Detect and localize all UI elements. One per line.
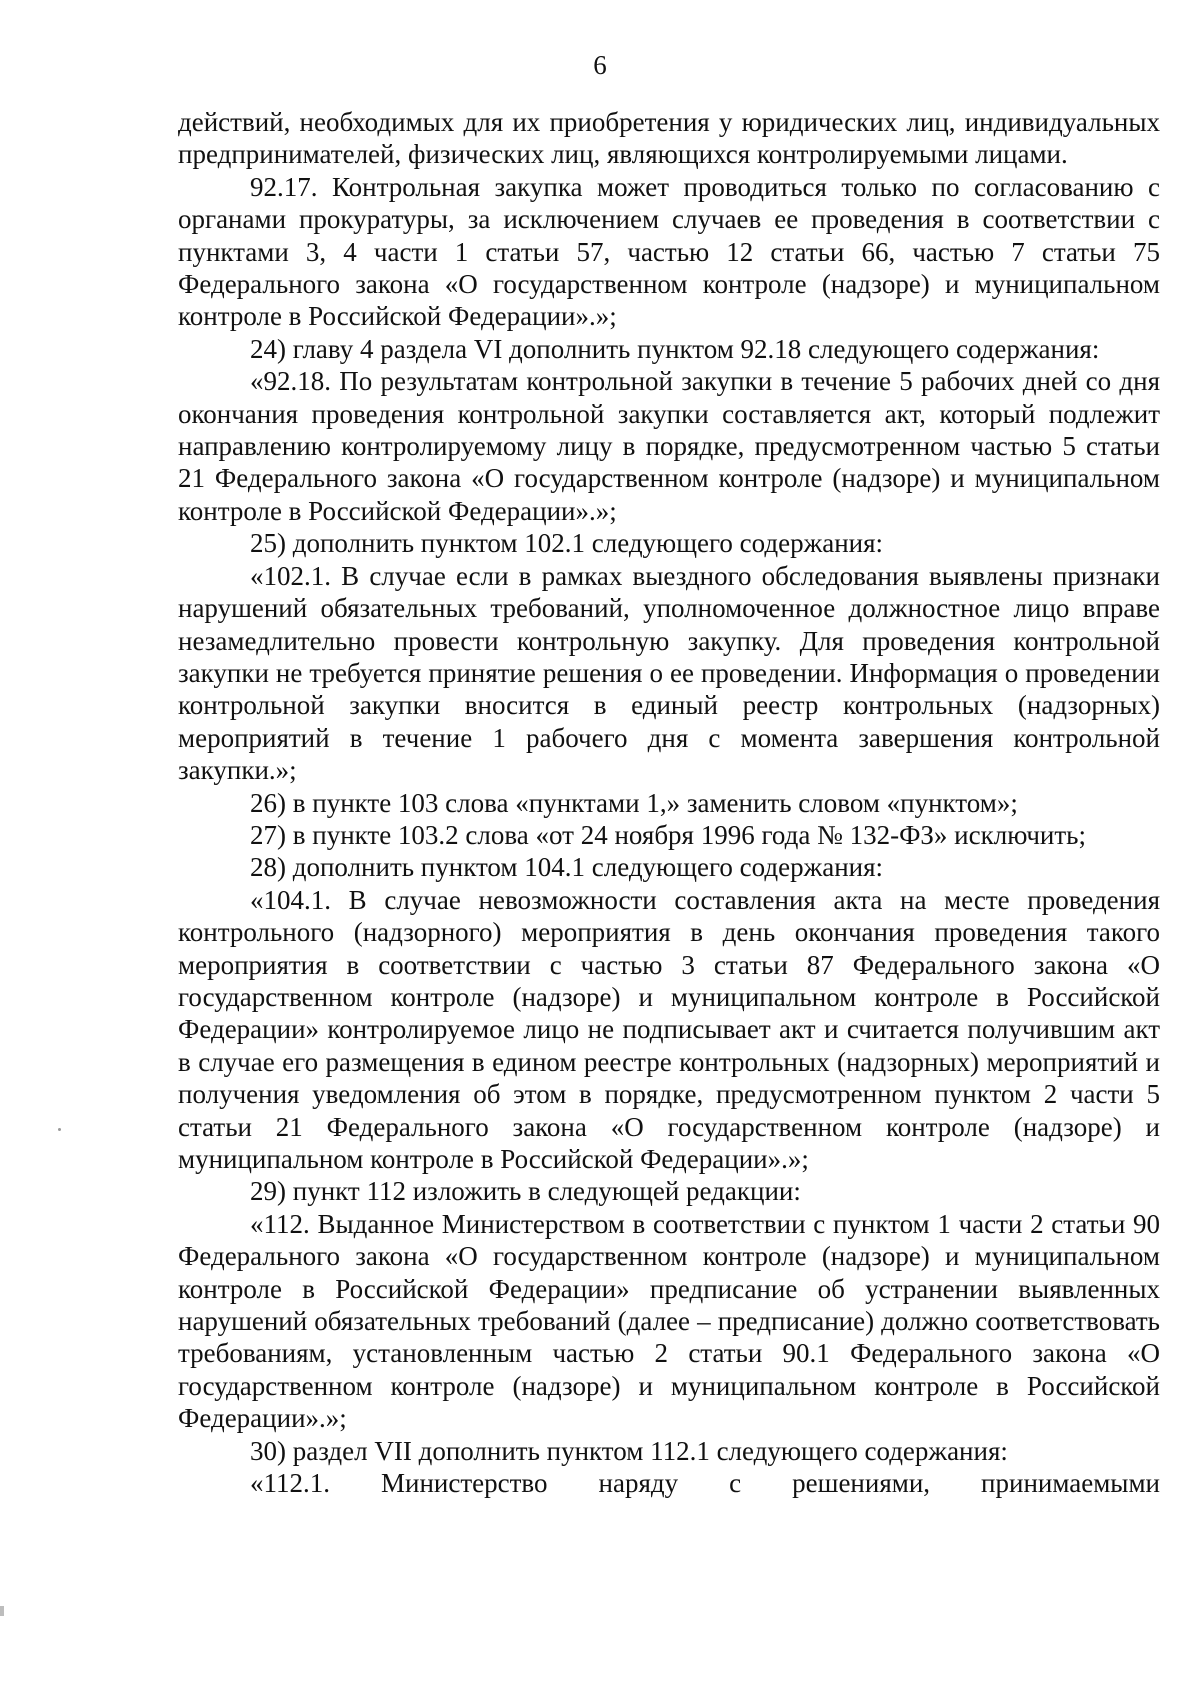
paragraph-112-1: «112.1. Министерство наряду с решениями, принимаемыми bbox=[250, 1468, 1160, 1499]
paragraph-102-1: «102.1. В случае если в рамках выездного обследования выявлены признаки нарушений обязательных требований, уполномоченное должностное лицо вправе незамедлительно провести контрольную закупку. Для проведения контрольной закупки не требуется принятие решения о ее проведении. Информация о проведении контрольной закупки вносится в единый реестр контрольных (надзорных) мероприятий в течение 1 рабочего дня с момента завершения контрольной закупки.»; bbox=[178, 560, 1160, 786]
paragraph-92-18: «92.18. По результатам контрольной закупки в течение 5 рабочих дней со дня окончания проведения контрольной закупки составляется акт, который подлежит направлению контролируемому лицу в порядке, предусмотренном частью 5 статьи 21 Федерального закона «О государственном контроле (надзоре) и муниципальном контроле в Российской Федерации».»; bbox=[178, 366, 1160, 526]
paragraph-104-1: «104.1. В случае невозможности составления акта на месте проведения контрольного (надзорного) мероприятия в день окончания проведения такого мероприятия в соответствии с частью 3 статьи 87 Федерального закона «О государственном контроле (надзоре) и муниципальном контроле в Российской Федерации» контролируемое лицо не подписывает акт и считается получившим акт в случае его размещения в едином реестре контрольных (надзорных) мероприятий и получения уведомления об этом в порядке, предусмотренном пунктом 2 части 5 статьи 21 Федерального закона «О государственном контроле (надзоре) и муниципальном контроле в Российской Федерации».»; bbox=[178, 884, 1160, 1174]
paragraph-92-17: 92.17. Контрольная закупка может проводиться только по согласованию с органами прокуратуры, за исключением случаев ее проведения в соответствии с пунктами 3, 4 части 1 статьи 57, частью 12 статьи 66, частью 7 статьи 75 Федерального закона «О государственном контроле (надзоре) и муниципальном контроле в Российской Федерации».»; bbox=[178, 171, 1160, 332]
paragraph-item-30: 30) раздел VII дополнить пунктом 112.1 следующего содержания: bbox=[250, 1435, 1008, 1466]
page-number: 6 bbox=[593, 50, 607, 80]
paragraph-item-27: 27) в пункте 103.2 слова «от 24 ноября 1996 года № 132-ФЗ» исключить; bbox=[250, 819, 1086, 850]
paragraph-item-28: 28) дополнить пунктом 104.1 следующего содержания: bbox=[250, 852, 884, 883]
paragraph-item-29: 29) пункт 112 изложить в следующей редакции: bbox=[250, 1176, 801, 1207]
paragraph-item-26: 26) в пункте 103 слова «пунктами 1,» заменить словом «пунктом»; bbox=[250, 787, 1018, 818]
paragraph-item-24: 24) главу 4 раздела VI дополнить пунктом 92.18 следующего содержания: bbox=[250, 333, 1100, 364]
document-body bbox=[178, 106, 1160, 1499]
paragraph-112: «112. Выданное Министерством в соответствии с пунктом 1 части 2 статьи 90 Федерального закона «О государственном контроле (надзоре) и муниципальном контроле в Российской Федерации» предписание об устранении выявленных нарушений обязательных требований (далее – предписание) должно соответствовать требованиям, установленным частью 2 статьи 90.1 Федерального закона «О государственном контроле (надзоре) и муниципальном контроле в Российской Федерации».»; bbox=[178, 1208, 1160, 1434]
paragraph-continuation: действий, необходимых для их приобретения у юридических лиц, индивидуальных предпринимателей, физических лиц, являющихся контролируемыми лицами. bbox=[178, 107, 1160, 170]
scan-speck bbox=[58, 1128, 61, 1131]
scan-edge-mark bbox=[0, 1606, 4, 1616]
paragraph-item-25: 25) дополнить пунктом 102.1 следующего содержания: bbox=[250, 528, 884, 559]
